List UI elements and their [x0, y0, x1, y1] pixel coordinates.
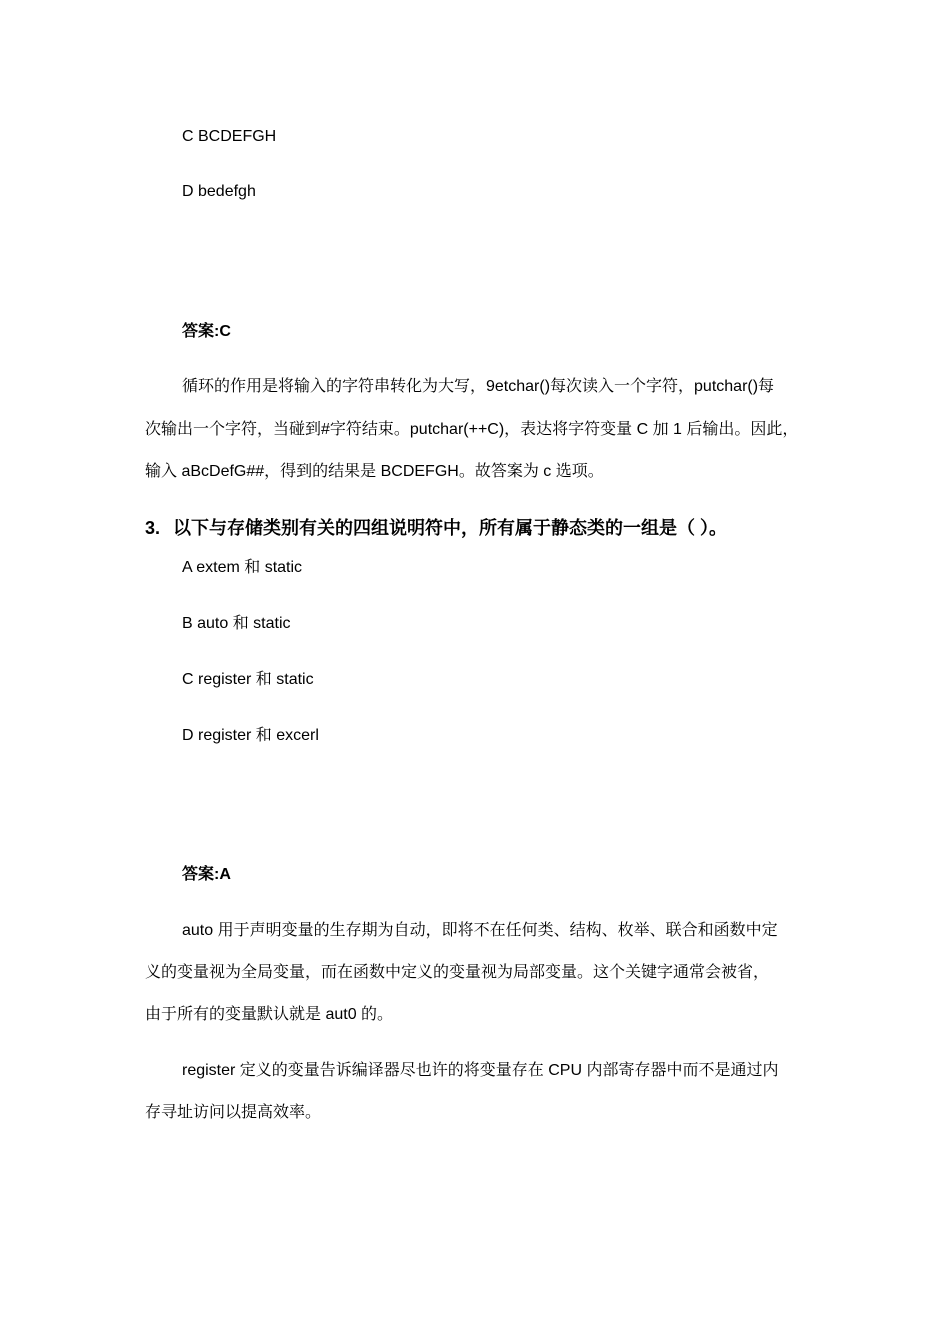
q3-explanation1-line-3: 由于所有的变量默认就是 aut0 的。 [145, 1006, 394, 1023]
q3-question-text: 以下与存储类别有关的四组说明符中，所有属于静态类的一组是（ ）。 [173, 518, 727, 538]
q2-explanation-line-1: 循环的作用是将输入的字符串转化为大写，9etchar()每次读入一个字符，putchar()每 [182, 378, 775, 395]
q3-explanation1-line-1: auto 用于声明变量的生存期为自动，即将不在任何类、结构、枚举、联合和函数中定 [182, 922, 778, 939]
q3-option-d: D register 和 excerl [182, 727, 319, 744]
q3-explanation1-line-2: 义的变量视为全局变量，而在函数中定义的变量视为局部变量。这个关键字通常会被省， [145, 964, 770, 981]
q3-explanation2-line-2: 存寻址访问以提高效率。 [145, 1104, 322, 1121]
q3-answer: 答案:A [182, 866, 231, 883]
q2-option-d: D bedefgh [182, 183, 256, 200]
q2-option-c: C BCDEFGH [182, 128, 277, 145]
q2-explanation-line-2: 次输出一个字符，当碰到#字符结束。putchar(++C)，表达将字符变量 C 加 1 后输出。因此， [145, 421, 799, 438]
q2-answer: 答案:C [182, 323, 231, 340]
q3-option-b: B auto 和 static [182, 615, 291, 632]
q3-number: 3. [145, 518, 161, 538]
q3-question [145, 517, 727, 539]
q3-explanation2-line-1: register 定义的变量告诉编译器尽也许的将变量存在 CPU 内部寄存器中而不是通过内 [182, 1062, 779, 1079]
q3-option-a: A extem 和 static [182, 559, 303, 576]
q2-explanation-line-3: 输入 aBcDefG##，得到的结果是 BCDEFGH。故答案为 c 选项。 [145, 463, 604, 480]
q3-option-c: C register 和 static [182, 671, 314, 688]
